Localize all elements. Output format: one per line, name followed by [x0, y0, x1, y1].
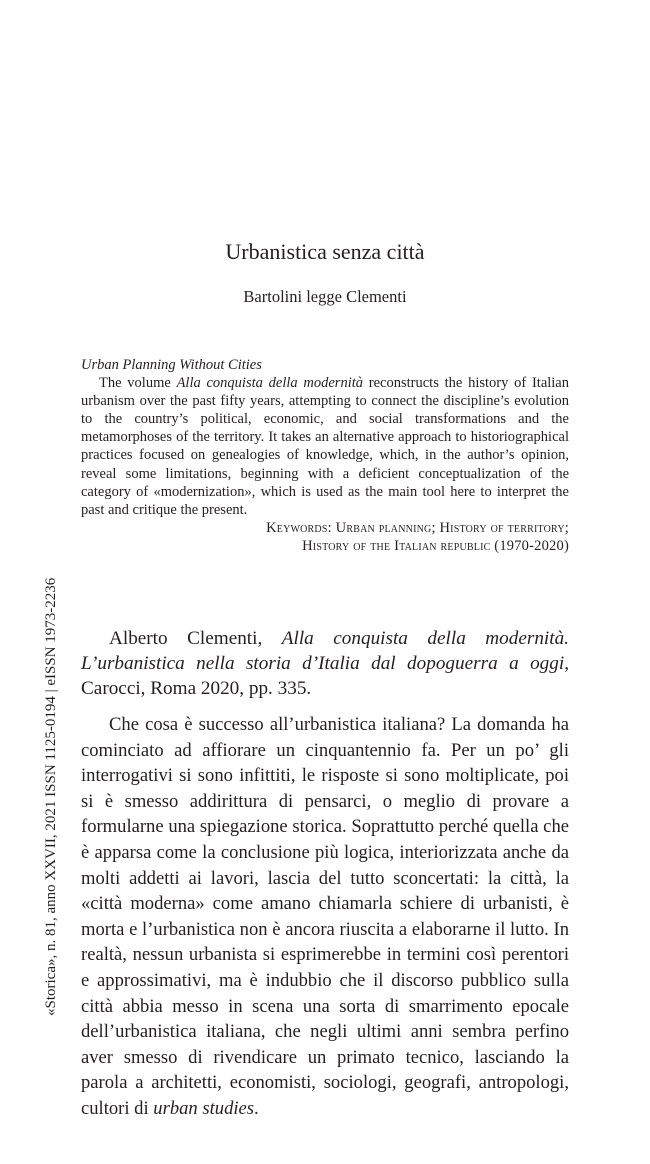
body-paragraph [81, 712, 569, 1122]
citation-author: Alberto Clementi, [109, 628, 282, 649]
journal-sidebar-info: «Storica», n. 81, anno XXVII, 2021 ISSN 1125-0194 | eISSN 1973-2236 [43, 577, 59, 1016]
article-subtitle: Bartolini legge Clementi [243, 287, 407, 306]
citation-publisher: , Carocci, Roma 2020, pp. 335. [81, 653, 569, 699]
citation-book-title: Alla conquista della modernità. L’urbanistica nella storia d’Italia dal dopoguerra a oggi [81, 628, 569, 674]
body-paragraph-end: . [254, 1097, 259, 1119]
abstract-body-rest: reconstructs the history of Italian urbanism over the past fifty years, attempting to connect the discipline’s evolution to the country’s political, economic, and social transformations and the metamorphoses of the territory. It takes an alternative approach to historiographical practices focused on genealogies of knowledge, which, in the author’s opinion, reveal some limitations, beginning with a deficient conceptualization of the category of «modernization», which is used as the main tool here to interpret the past and critique the present. [81, 375, 569, 518]
abstract-body-start: The volume [99, 375, 177, 392]
article-title: Urbanistica senza città [225, 239, 425, 264]
abstract-body [81, 374, 569, 519]
abstract-book-title: Alla conquista della modernità [176, 375, 364, 392]
body-paragraph-text: Che cosa è successo all’urbanistica italiana? La domanda ha cominciato ad affiorare un cinquantennio fa. Per un po’ gli interrogativi si sono infittiti, le risposte si sono moltiplicate, poi si è smesso addirittura di pensarci, o meglio di provare a formularne una spiegazione storica. Soprattutto perché quella che è apparsa come la conclusione più logica, interiorizzata anche da molti addetti ai lavori, lascia del tutto sconcertati: la città, la «città moderna» come amano chiamarla schiere di urbanisti, è morta e l’urbanistica non è ancora riuscita a elaborarne il lutto. In realtà, nessun urbanista si esprimerebbe in termini così perentori e approssimativi, ma è indubbio che il discorso pubblico sulla città abbia messo in scena una sorta di smarrimento epocale dell’urbanistica italiana, che negli ultimi anni sembra perfino aver smesso di rivendicare un primato tecnico, lasciando la parola a architetti, economisti, sociologi, geografi, antropologi, cultori di [81, 714, 569, 1119]
book-citation [81, 626, 569, 701]
body-italic-term: urban studies [153, 1097, 255, 1119]
abstract-title: Urban Planning Without Cities [81, 357, 262, 373]
abstract-section [81, 356, 569, 555]
keywords-line-1: Keywords: Urban planning; History of territory; [266, 519, 569, 536]
keywords-line-2: History of the Italian republic (1970-2020) [302, 537, 569, 554]
